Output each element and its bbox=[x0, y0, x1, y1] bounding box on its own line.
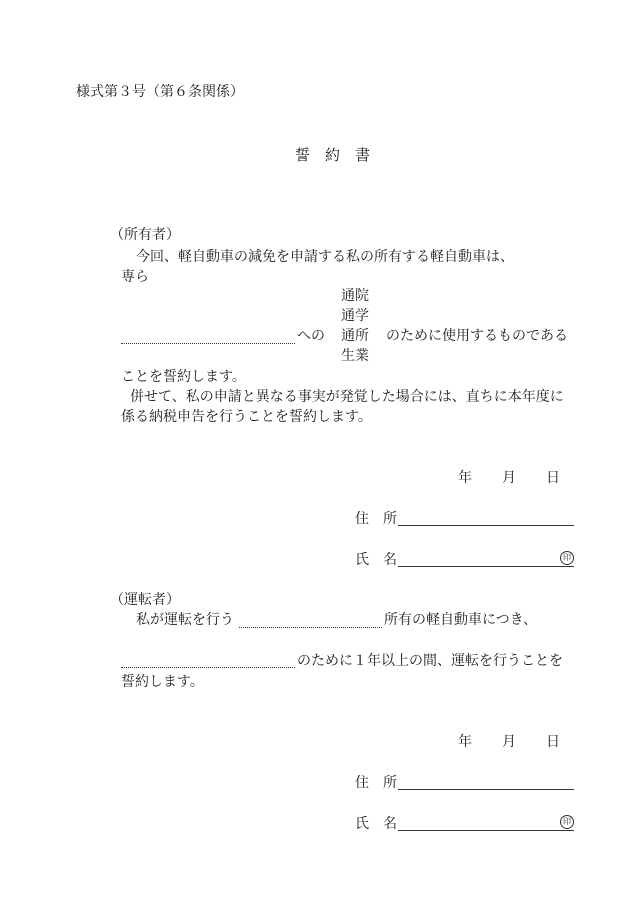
destination-blank[interactable] bbox=[121, 343, 295, 344]
driver-name-label: 氏 名 bbox=[355, 816, 397, 832]
purpose-suffix: のために使用するものである bbox=[386, 328, 568, 344]
owner-address-label: 住 所 bbox=[355, 511, 397, 527]
owner-line-1: 今回、軽自動車の減免を申請する私の所有する軽自動車は、 bbox=[136, 249, 514, 265]
owner-line-5: 係る納税申告を行うことを誓約します。 bbox=[121, 409, 372, 425]
owner-date-day: 日 bbox=[546, 470, 560, 486]
owner-name-field[interactable] bbox=[398, 566, 574, 567]
owner-line-4: 併せて、私の申請と異なる事実が発覚した場合には、直ちに本年度に bbox=[130, 389, 564, 405]
purpose-option-tsugaku: 通学 bbox=[341, 308, 369, 324]
owner-name-blank[interactable] bbox=[239, 627, 382, 628]
driver-line-3: 誓約します。 bbox=[121, 674, 204, 690]
driver-date-month: 月 bbox=[502, 734, 516, 750]
owner-address-field[interactable] bbox=[398, 525, 574, 526]
driver-line-1-prefix: 私が運転を行う bbox=[136, 612, 234, 628]
driver-address-label: 住 所 bbox=[355, 775, 397, 791]
owner-seal-icon: 印 bbox=[560, 551, 574, 565]
driver-heading: （運転者） bbox=[110, 592, 180, 608]
owner-line-3: ことを誓約します。 bbox=[121, 369, 246, 385]
owner-date-month: 月 bbox=[502, 470, 516, 486]
driver-name-field[interactable] bbox=[398, 830, 574, 831]
owner-line-2: 専ら bbox=[121, 269, 149, 285]
driver-line-1-suffix: 所有の軽自動車につき、 bbox=[384, 612, 538, 628]
driver-address-field[interactable] bbox=[398, 789, 574, 790]
owner-heading: （所有者） bbox=[110, 227, 180, 243]
to-label: への bbox=[297, 328, 325, 344]
owner-name-label: 氏 名 bbox=[355, 552, 397, 568]
purpose-option-tsusho: 通所 bbox=[341, 328, 369, 344]
purpose-option-seigyo: 生業 bbox=[341, 348, 369, 364]
driver-line-2-suffix: のために１年以上の間、運転を行うことを bbox=[297, 653, 563, 669]
driver-purpose-blank[interactable] bbox=[121, 667, 295, 668]
purpose-option-tsuin: 通院 bbox=[341, 288, 369, 304]
page-title: 誓 約 書 bbox=[295, 146, 371, 164]
driver-date-day: 日 bbox=[546, 734, 560, 750]
owner-date-year: 年 bbox=[458, 470, 472, 486]
form-number: 様式第３号（第６条関係） bbox=[76, 84, 244, 100]
driver-date-year: 年 bbox=[458, 734, 472, 750]
driver-seal-icon: 印 bbox=[560, 815, 574, 829]
